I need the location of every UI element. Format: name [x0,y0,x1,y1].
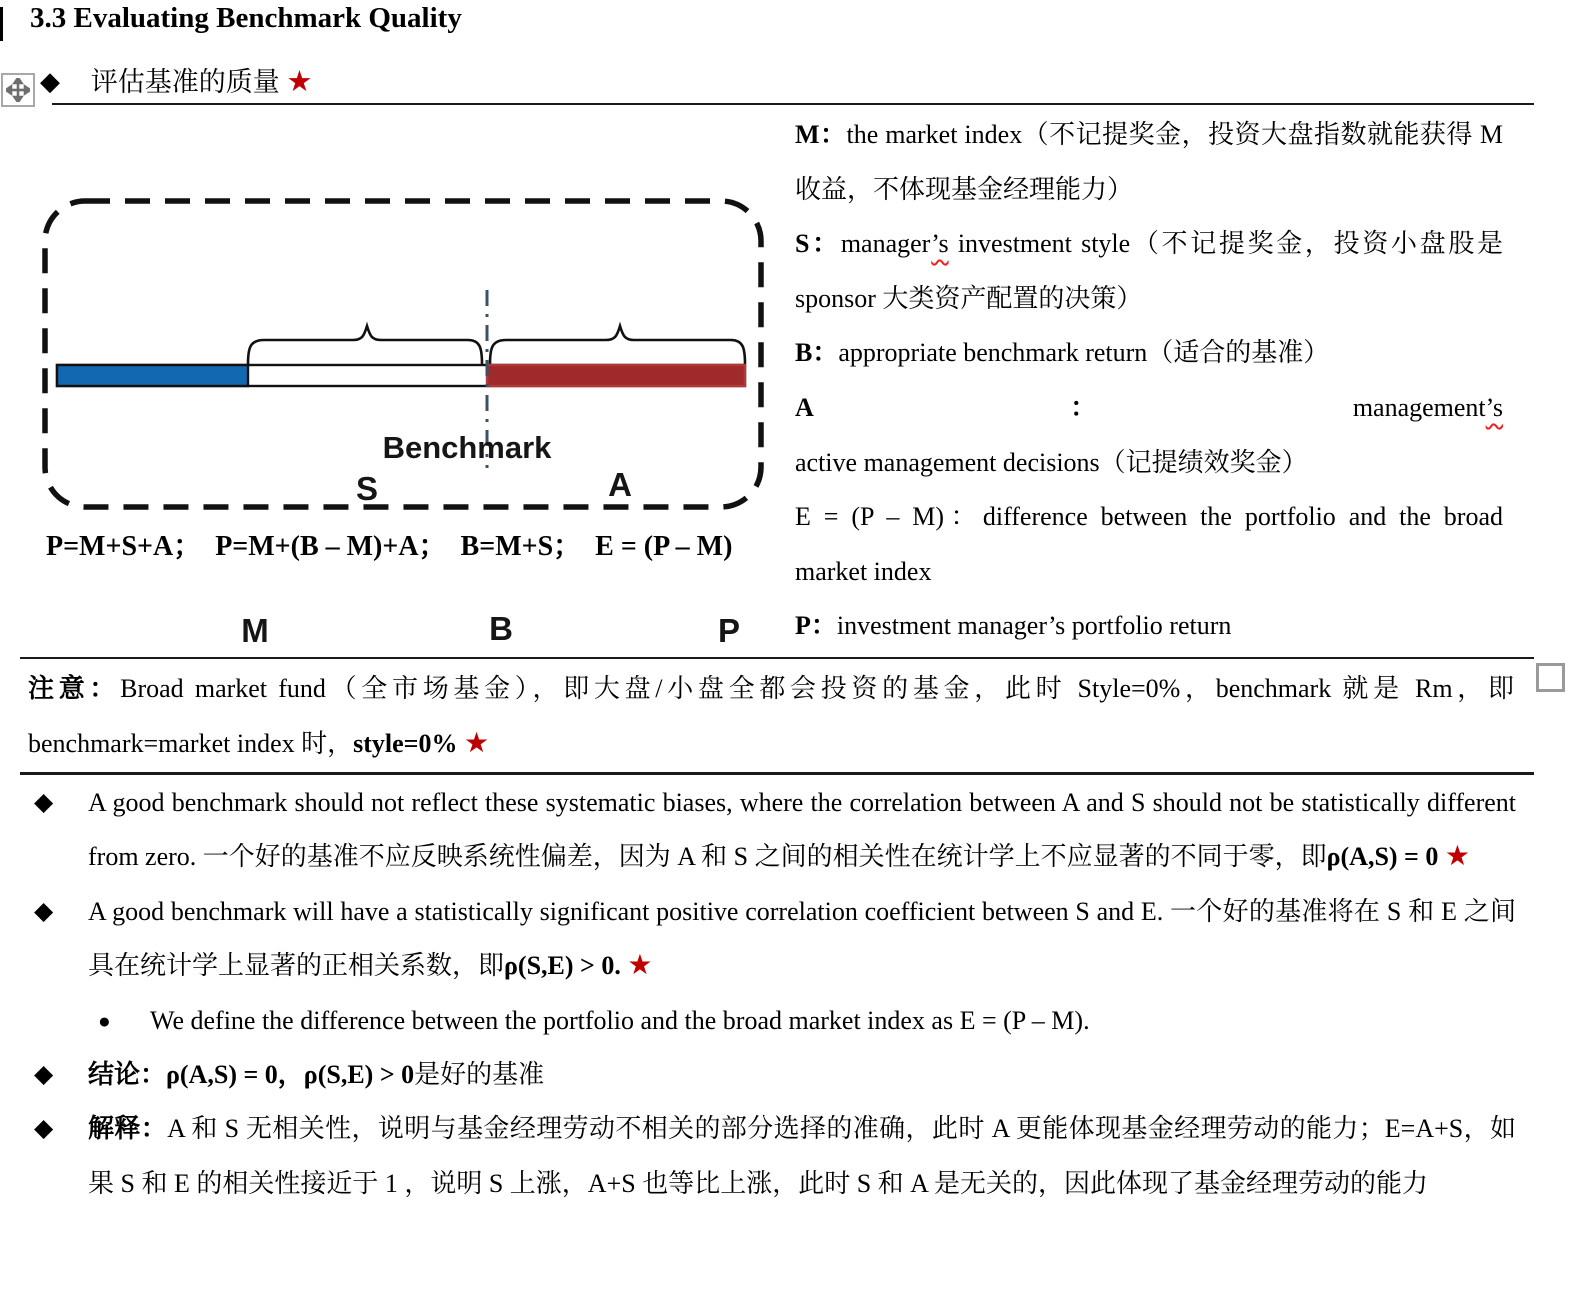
bullet-list [28,776,1516,1211]
importance-star-icon: ★ [463,728,490,759]
diamond-bullet-icon: ◆ [34,789,54,816]
importance-star-icon: ★ [627,950,653,982]
style-label: S [355,470,379,507]
text-segment: investment style（不记提奖金，投资小盘股是 sponsor 大类资产配置的决策） [795,229,1504,313]
section-header-label: 评估基准的质量 [90,67,280,97]
bullet-good-benchmark-biases [28,776,1516,885]
bullet-text [88,1114,1516,1197]
text-segment: manager [840,229,932,259]
text-segment: A： [795,392,1353,422]
four-way-arrow-icon [6,78,30,102]
importance-star-icon: ★ [1444,841,1471,873]
bullet-text [88,897,1516,980]
diamond-bullet-icon: ◆ [34,1061,54,1089]
definition-a [795,381,1503,490]
subbullet-define-e [28,994,1516,1048]
bullet-text [150,1006,1090,1035]
market-label: M [241,612,269,649]
active-label: A [608,466,632,503]
resize-anchor-square[interactable] [1536,663,1565,692]
text-segment: difference between the portfolio and the broad market index [795,502,1503,586]
decomposition-formula: P=M+S+A； P=M+(B – M)+A； B=M+S； E = (P – M) [46,531,733,562]
text-segment: A good benchmark should not reflect these systematic biases, where the correlation between A and S should not be statistically different from zero. 一个好的基准不应反映系统性偏差，因为 A 和 S 之间的相关性在统计学上不应显著的不同于零，即 [88,788,1516,872]
benchmark-label: Benchmark [382,430,552,465]
text-segment: P： [795,611,837,641]
text-segment: ’s [1485,392,1503,422]
text-segment: style=0% [353,729,458,758]
horizontal-rule [52,103,1534,105]
text-segment: 注意： [28,674,121,703]
text-segment: 是好的基准 [414,1060,545,1090]
text-segment: M： [795,120,847,149]
text-segment: ρ(A,S) = 0，ρ(S,E) > 0 [166,1060,415,1090]
bullet-text [88,788,1516,871]
diamond-bullet-icon: ◆ [34,897,54,925]
bullet-conclusion [28,1048,1516,1102]
note-paragraph [28,661,1514,771]
benchmark-point-label: B [489,610,513,647]
s-brace [248,326,482,364]
definitions-column [795,108,1503,654]
horizontal-rule [20,772,1534,775]
bullet-text [88,1060,544,1089]
market-bar-segment [57,365,248,386]
page-edge-mark [0,7,3,41]
text-segment: 解释： [88,1114,168,1144]
definition-e [795,490,1503,599]
text-segment: 结论： [88,1060,167,1090]
text-segment: S： [795,229,841,259]
definition-b [795,326,1503,381]
text-segment: ’s [931,229,949,259]
text-segment: E = (P – M)： [795,502,983,532]
diamond-bullet-icon: ◆ [40,67,60,96]
text-segment: investment manager’s portfolio return [836,611,1232,641]
portfolio-label: P [717,612,741,649]
diamond-bullet-icon: ◆ [34,1115,54,1143]
text-segment: ρ(A,S) = 0 [1326,842,1439,872]
text-segment: ρ(S,E) > 0. [504,951,621,981]
definition-p [795,599,1503,654]
text-segment: A 和 S 无相关性，说明与基金经理劳动不相关的部分选择的准确，此时 A 更能体现基金经理劳动的能力；E=A+S，如果 S 和 E 的相关性接近于 1 ，说明 S 上涨，A+S 也等比上涨，此时 S 和 A 是无关的，因此体现了基金经理劳动的能力 [88,1114,1516,1198]
text-segment: active management decisions（记提绩效奖金） [795,447,1308,477]
bullet-positive-correlation [28,885,1516,994]
a-brace [490,326,745,364]
circle-bullet-icon: ● [98,1008,111,1033]
bullet-explanation [28,1102,1516,1211]
importance-star-icon: ★ [286,66,313,98]
horizontal-rule [20,657,1534,659]
text-segment: Broad market fund（全市场基金），即大盘/小盘全都会投资的基金，此时 Style=0%，benchmark 就是 Rm，即 benchmark=market index 时， [28,674,1514,758]
text-segment: A good benchmark will have a statistically significant positive correlation coefficient between S and E. 一个好的基准将在 S 和 E 之间具在统计学上显著的正相关系数，即 [88,896,1516,981]
text-segment: B： [795,338,839,368]
text-segment: We define the difference between the portfolio and the broad market index as E = (P – M). [150,1005,1090,1035]
table-move-handle-icon[interactable] [1,73,35,107]
text-segment: appropriate benchmark return（适合的基准） [838,338,1330,368]
text-segment: the market index（不记提奖金，投资大盘指数就能获得 M 收益，不体现基金经理能力） [795,120,1503,204]
definition-m [795,108,1503,217]
definition-s [795,217,1503,326]
active-bar-segment [487,365,745,386]
page-title: 3.3 Evaluating Benchmark Quality [30,2,462,34]
text-segment: management [1352,392,1486,422]
section-header-row [40,60,1440,99]
